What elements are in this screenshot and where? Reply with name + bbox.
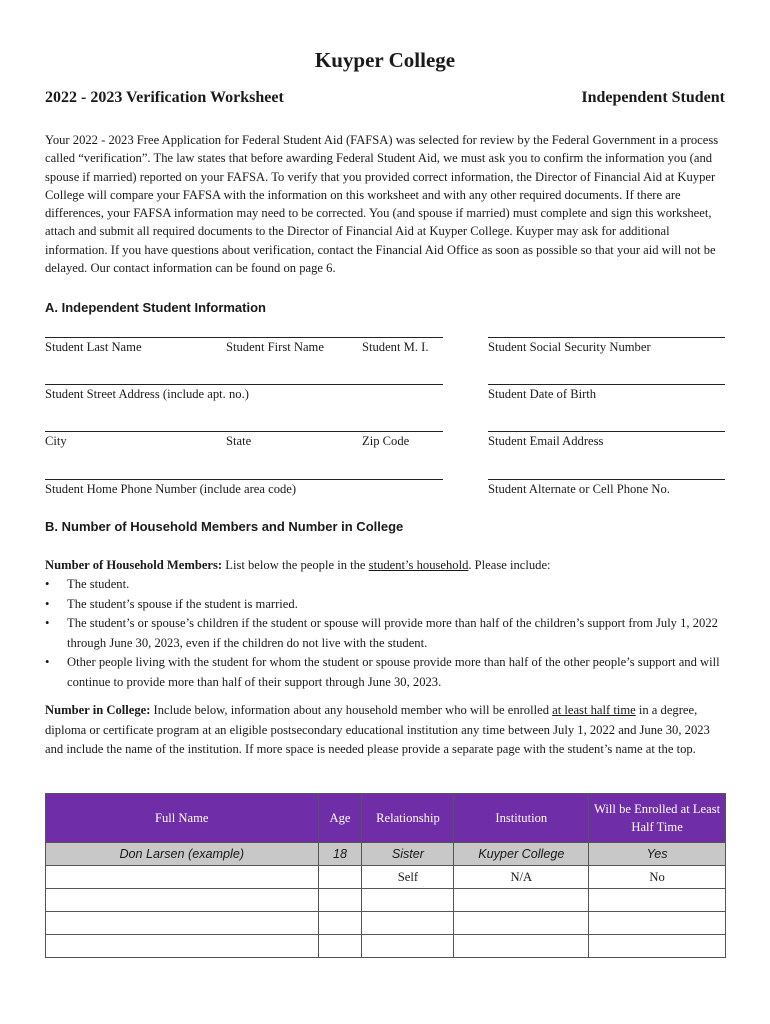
student-type-title: Independent Student: [581, 89, 725, 106]
cell-institution[interactable]: N/A: [454, 866, 589, 889]
cell-age[interactable]: [318, 935, 362, 958]
household-table: [45, 793, 726, 958]
ssn-line[interactable]: [488, 337, 725, 338]
table-row: [46, 889, 726, 912]
cell-relationship[interactable]: Self: [362, 866, 454, 889]
college-text-1: Include below, information about any household member who will be enrolled: [150, 703, 553, 717]
cell-relationship[interactable]: [362, 935, 454, 958]
table-row-example: [46, 843, 726, 866]
email-label: Student Email Address: [488, 434, 604, 448]
cell-institution[interactable]: [454, 935, 589, 958]
household-members-paragraph: [45, 556, 727, 576]
city-label: City: [45, 434, 67, 448]
bullet-text: Other people living with the student for whom the student or spouse provide more than half of the other people’s support and will continue to provide more than half of their support through June 30, 2023.: [67, 655, 720, 689]
number-in-college-label: Number in College:: [45, 703, 151, 717]
ssn-label: Student Social Security Number: [488, 340, 651, 354]
home-phone-label: Student Home Phone Number (include area code): [45, 482, 297, 496]
cell-age: 18: [318, 843, 362, 866]
cell-full-name[interactable]: [46, 912, 319, 935]
city-state-zip-line[interactable]: [45, 431, 443, 432]
section-a-heading: A. Independent Student Information: [45, 300, 266, 315]
cell-half-time[interactable]: No: [589, 866, 726, 889]
students-household-link: student’s household: [368, 558, 469, 572]
street-address-line[interactable]: [45, 384, 443, 385]
worksheet-title: 2022 - 2023 Verification Worksheet: [45, 89, 284, 106]
household-text-1: List below the people in the: [222, 558, 369, 572]
college-title: Kuyper College: [314, 48, 456, 72]
bullet-text: The student’s spouse if the student is married.: [67, 596, 298, 611]
last-name-label: Student Last Name: [45, 340, 142, 354]
cell-age[interactable]: [318, 912, 362, 935]
dob-label: Student Date of Birth: [488, 387, 597, 401]
household-bullet-list: [45, 575, 727, 692]
bullet-item: [45, 614, 727, 653]
col-relationship: Relationship: [362, 794, 454, 843]
bullet-text: The student.: [67, 577, 130, 591]
table-header-row: [46, 794, 726, 843]
first-name-label: Student First Name: [226, 340, 324, 354]
table-row: [46, 866, 726, 889]
dob-line[interactable]: [488, 384, 725, 385]
number-in-college-paragraph: [45, 701, 727, 760]
cell-relationship[interactable]: [362, 912, 454, 935]
zip-label: Zip Code: [362, 434, 410, 448]
cell-half-time[interactable]: [589, 935, 726, 958]
bullet-item: [45, 575, 727, 595]
home-phone-line[interactable]: [45, 479, 443, 480]
bullet-item: [45, 653, 727, 692]
household-members-label: Number of Household Members:: [45, 558, 223, 572]
cell-full-name[interactable]: [46, 866, 319, 889]
alt-phone-label: Student Alternate or Cell Phone No.: [488, 482, 670, 496]
household-text-2: . Please include:: [468, 558, 551, 572]
cell-relationship: Sister: [362, 843, 454, 866]
cell-full-name[interactable]: [46, 935, 319, 958]
bullet-icon: •: [45, 655, 50, 669]
cell-full-name: Don Larsen (example): [46, 843, 319, 866]
cell-age[interactable]: [318, 866, 362, 889]
college-text-2: in a degree, diploma or certificate program at an eligible postsecondary educational institution any time between July 1, 2022 and June 30, 2023 and include the name of the institution. If more space is needed please provide a separate page with the student’s name at the top.: [45, 703, 710, 756]
bullet-icon: •: [45, 577, 50, 591]
half-time-link: at least half time: [552, 703, 636, 717]
alt-phone-line[interactable]: [488, 479, 725, 480]
cell-institution[interactable]: [454, 889, 589, 912]
bullet-icon: •: [45, 596, 50, 611]
street-address-label: Student Street Address (include apt. no.): [45, 387, 249, 401]
cell-institution[interactable]: [454, 912, 589, 935]
cell-half-time[interactable]: [589, 889, 726, 912]
table-row: [46, 912, 726, 935]
bullet-text: The student’s or spouse’s children if the student or spouse will provide more than half of the children’s support from July 1, 2022 through June 30, 2023, even if the children do not live with the student.: [67, 616, 718, 650]
email-line[interactable]: [488, 431, 725, 432]
col-age: Age: [318, 794, 362, 843]
col-institution: Institution: [454, 794, 589, 843]
middle-initial-label: Student M. I.: [362, 340, 429, 354]
state-label: State: [226, 434, 252, 448]
section-b-heading: B. Number of Household Members and Number in College: [45, 519, 404, 534]
cell-half-time[interactable]: [589, 912, 726, 935]
col-full-name: Full Name: [46, 794, 319, 843]
cell-half-time: Yes: [589, 843, 726, 866]
cell-relationship[interactable]: [362, 889, 454, 912]
bullet-item: [45, 595, 727, 615]
cell-full-name[interactable]: [46, 889, 319, 912]
name-line[interactable]: [45, 337, 443, 338]
bullet-icon: •: [45, 616, 50, 630]
intro-paragraph: Your 2022 - 2023 Free Application for Federal Student Aid (FAFSA) was selected for review by the Federal Government in a process called “verification”. The law states that before awarding Federal Student Aid, we must ask you to confirm the information you (and spouse if married) reported on your FAFSA. To verify that you provided correct information, the Director of Financial Aid at Kuyper College will compare your FAFSA with the information on this worksheet and with any other required documents. If there are differences, your FAFSA information may need to be corrected. You (and spouse if married) must complete and sign this worksheet, attach and submit all required documents to the Director of Financial Aid at Kuyper College. Kuyper may ask for additional information. If you have questions about verification, contact the Financial Aid Office as soon as possible so that your aid will not be delayed. Our contact information can be found on page 6.: [45, 133, 719, 276]
col-half-time: Will be Enrolled at Least Half Time: [589, 794, 726, 843]
cell-age[interactable]: [318, 889, 362, 912]
table-row: [46, 935, 726, 958]
cell-institution: Kuyper College: [454, 843, 589, 866]
